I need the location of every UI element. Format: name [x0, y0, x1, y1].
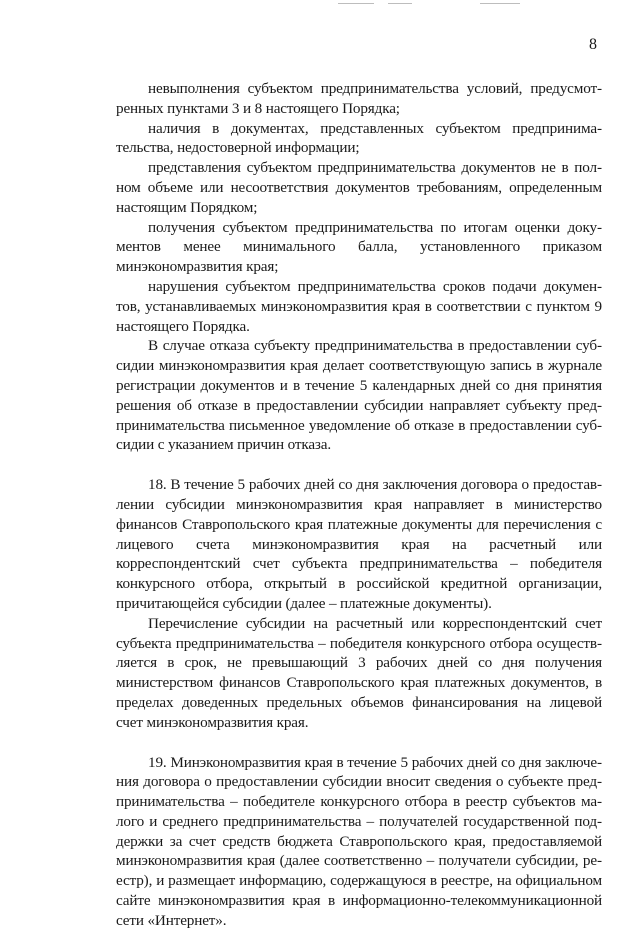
list-item-false-information: наличия в документах, представленных субъектом предпринимательства, недостоверной информации;: [116, 119, 602, 157]
section-19: 19. Минэкономразвития края в течение 5 рабочих дней со дня заключения договора о предоставлении субсидии вносит сведения о субъекте предпринимательства – победителе конкурсного отбора в реестр субъектов малого и среднего предпринимательства – получателей государственной поддержки за счет средств бюджета Ставропольского края, предоставляемой минэкономразвития края (далее соответственно – получатели субсидии, реестр), и размещает информацию, содержащуюся в реестре, на официальном сайте минэкономразвития края в информационно-телекоммуникационной сети «Интернет».: [116, 753, 602, 929]
list-item-low-score: получения субъектом предпринимательства по итогам оценки документов менее минимального балла, установленного приказом минэкономразвития края;: [116, 218, 602, 276]
list-item-condition-failure: невыполнения субъектом предпринимательства условий, предусмотренных пунктами 3 и 8 настоящего Порядка;: [116, 80, 602, 117]
list-item-incomplete-documents: представления субъектом предпринимательства документов не в полном объеме или несоответствия документов требованиям, определенным настоящим Порядком;: [116, 159, 602, 216]
paragraph-gap: [116, 733, 602, 753]
paragraph-gap: [116, 455, 602, 475]
scan-artifact-line: [338, 3, 374, 4]
scan-artifact-line: [480, 3, 520, 4]
section-18: 18. В течение 5 рабочих дней со дня заключения договора о предоставлении субсидии минэкономразвития края направляет в министерство финансов Ставропольского края платежные документы для перечисления с лицевого счета минэкономразвития края на расчетный или корреспондентский счет субъекта предпринимательства – победителя конкурсного отбора, открытый в российской кредитной организации, причитающейся субсидии (далее – платежные документы).: [116, 476, 602, 612]
scan-artifact-line: [388, 3, 412, 4]
paragraph-subsidy-transfer: Перечисление субсидии на расчетный или корреспондентский счет субъекта предпринимательства – победителя конкурсного отбора осуществляется в срок, не превышающий 3 рабочих дней со дня получения министерством финансов Ставропольского края платежных документов, в пределах доведенных предельных объемов финансирования на лицевой счет минэкономразвития края.: [116, 614, 602, 731]
paragraph-refusal-procedure: В случае отказа субъекту предпринимательства в предоставлении субсидии минэкономразвития края делает соответствующую запись в журнале регистрации документов и в течение 5 календарных дней со дня принятия решения об отказе в предоставлении субсидии направляет субъекту предпринимательства письменное уведомление об отказе в предоставлении субсидии с указанием причин отказа.: [116, 337, 602, 454]
document-body: [116, 79, 602, 931]
list-item-deadline-violation: нарушения субъектом предпринимательства сроков подачи документов, устанавливаемых минэкономразвития края в соответствии с пунктом 9 настоящего Порядка.: [116, 277, 602, 335]
page-number: 8: [589, 36, 597, 53]
